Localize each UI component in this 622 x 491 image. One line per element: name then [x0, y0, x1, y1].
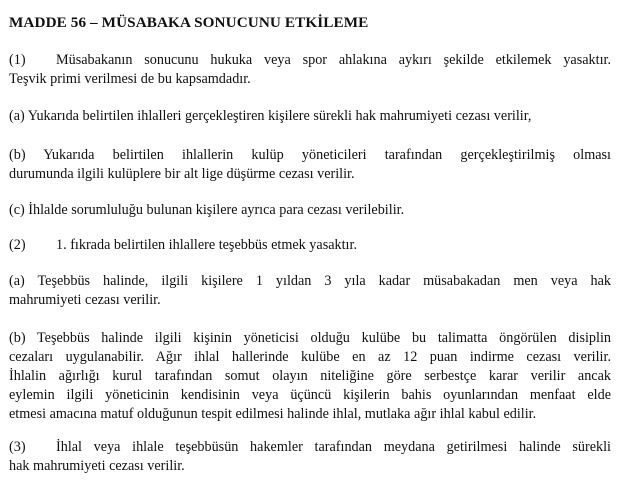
paragraph-2b [9, 329, 611, 424]
paragraph-2b-line-4: eylemin ilgili yöneticinin kendisinin veya üçüncü kişilerin bahis oyunlarından menfaat elde [9, 387, 611, 403]
paragraph-1 [9, 51, 611, 89]
paragraph-2b-line-1: (b) Teşebbüs halinde ilgili kişinin yöneticisi olduğu kulübe bu talimatta öngörülen disiplin [9, 330, 611, 346]
paragraph-2b-line-3: İhlalin ağırlığı kurul tarafından somut olayın niteliğine göre serbestçe karar verilir ancak [9, 368, 611, 384]
paragraph-1b-line-1: (b) Yukarıda belirtilen ihlallerin kulüp yöneticileri tarafından gerçekleştirilmiş olması [9, 147, 611, 163]
paragraph-1c-line-1: (c) İhlalde sorumluluğu bulunan kişilere ayrıca para cezası verilebilir. [9, 202, 405, 218]
paragraph-1b-line-2: durumunda ilgili kulüplere bir alt lige düşürme cezası verilir. [9, 166, 355, 182]
paragraph-2a-line-1: (a) Teşebbüs halinde, ilgili kişilere 1 yıldan 3 yıla kadar müsabakadan men veya hak [9, 273, 611, 289]
article-title: MADDE 56 – MÜSABAKA SONUCUNU ETKİLEME [9, 14, 369, 31]
paragraph-3-line-2: hak mahrumiyeti cezası verilir. [9, 458, 185, 474]
paragraph-number: (1) [9, 52, 26, 68]
paragraph-2a [9, 272, 611, 310]
paragraph-2-text: 1. fıkrada belirtilen ihlallere teşebbüs etmek yasaktır. [56, 237, 357, 253]
paragraph-3 [9, 438, 611, 476]
paragraph-3-line-1 [9, 438, 611, 457]
paragraph-2b-line-5: etmesi amacına matuf olduğunun tespit edilmesi halinde ihlal, mutlaka ağır ihlal kabul edilir. [9, 406, 537, 422]
paragraph-2 [9, 236, 611, 255]
paragraph-2-line-1 [9, 236, 611, 255]
paragraph-1-line-2: Teşvik primi verilmesi de bu kapsamdadır. [9, 71, 251, 87]
paragraph-2b-line-2: cezaları uygulanabilir. Ağır ihlal hallerinde kulübe en az 12 puan indirme cezası verilir. [9, 349, 611, 365]
paragraph-2a-line-2: mahrumiyeti cezası verilir. [9, 292, 161, 308]
paragraph-1a-line-1: (a) Yukarıda belirtilen ihlalleri gerçekleştiren kişilere sürekli hak mahrumiyeti cezası verilir, [9, 108, 532, 124]
paragraph-1b [9, 146, 611, 184]
paragraph-1-line-1 [9, 51, 611, 70]
paragraph-1c [9, 201, 611, 220]
paragraph-number: (3) [9, 439, 26, 455]
paragraph-1-text: Müsabakanın sonucunu hukuka veya spor ahlakına aykırı şekilde etkilemek yasaktır. [56, 52, 611, 68]
paragraph-3-text: İhlal veya ihlale teşebbüsün hakemler tarafından meydana getirilmesi halinde sürekli [56, 439, 611, 455]
paragraph-1a [9, 107, 611, 126]
paragraph-number: (2) [9, 237, 26, 253]
